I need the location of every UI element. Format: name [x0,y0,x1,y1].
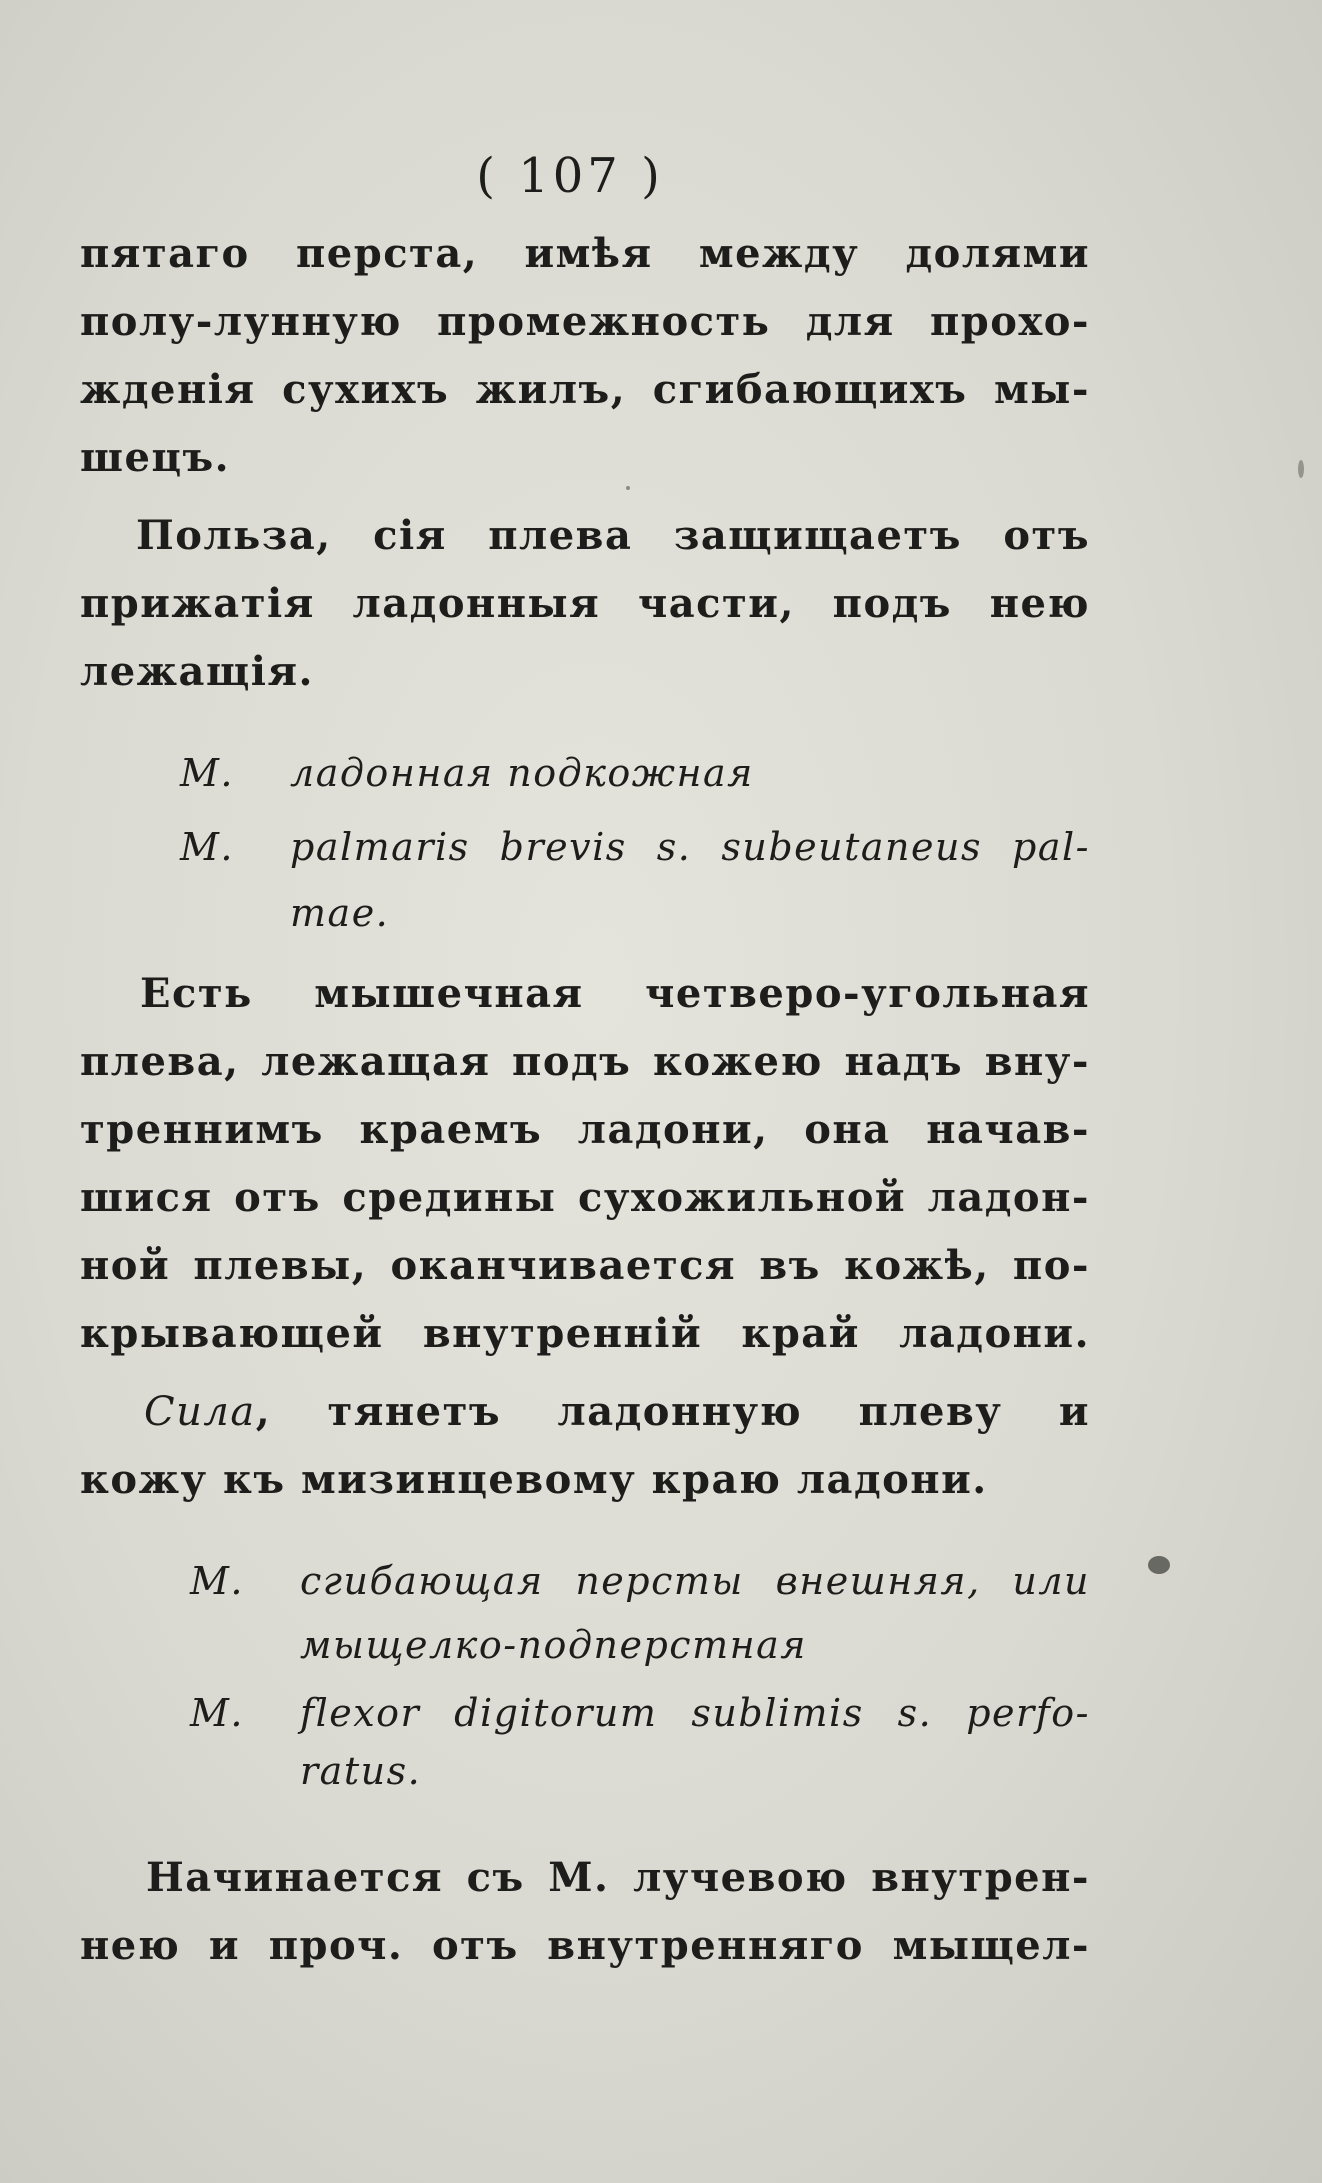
muscle-latin-heading [190,1680,1095,1746]
text-line: ной плевы, оканчивается въ кожѣ, по- [80,1242,1090,1289]
text-line: Есть мышечная четверо-угольная [140,970,1090,1017]
muscle-latin-name: flexor digitorum sublimis s. perfo- [300,1691,1090,1735]
text-line: лежащія. [80,648,314,695]
paragraph-2 [80,502,1090,706]
muscle-prefix: М. [180,825,234,869]
text-line: пятаго перста, имѣя между долями [80,230,1090,277]
muscle-latin-name: palmaris brevis s. subeutaneus pal- [290,825,1090,869]
muscle-russian-name: сгибающая персты внешняя, или [300,1559,1090,1603]
text-fragment: , тянетъ ладонную плеву и [255,1388,1090,1435]
muscle-latin-heading [180,814,1090,880]
text-line: шися отъ средины сухожильной ладон- [80,1174,1090,1221]
page-number: ( 107 ) [476,148,664,204]
muscle-prefix: М. [180,751,234,795]
text-line: полу-лунную промежность для прохо- [80,298,1090,345]
text-line [80,1378,1090,1446]
text-line: Начинается съ М. лучевою внутрен- [146,1854,1090,1901]
text-line: кожу къ мизинцевому краю ладони. [80,1456,988,1503]
text-line: нею и проч. отъ внутренняго мыщел- [80,1922,1090,1969]
text-line: крывающей внутренній край ладони. [80,1310,1090,1357]
text-line: жденія сухихъ жилъ, сгибающихъ мы- [80,366,1090,413]
muscle-russian-heading [180,740,754,806]
paragraph-5 [80,1844,1090,1980]
muscle-latin-name-continued: ratus. [300,1749,422,1793]
muscle-russian-name-continued: мыщелко-подперстная [300,1623,807,1667]
muscle-russian-name: ладонная подкожная [290,751,754,795]
paper-speck [626,486,630,490]
muscle-prefix: М. [190,1559,244,1603]
muscle-prefix: М. [190,1691,244,1735]
section-label-sila: Сила [144,1389,256,1435]
text-line: треннимъ краемъ ладони, она начав- [80,1106,1090,1153]
muscle-russian-heading [190,1548,1095,1614]
paragraph-4 [80,1378,1090,1514]
paper-speck [1298,460,1304,478]
text-line: шецъ. [80,434,231,481]
paper-speck [1148,1556,1170,1574]
text-line: Польза, сія плева защищаетъ отъ [136,512,1090,559]
paragraph-3 [80,960,1090,1368]
text-line: плева, лежащая подъ кожею надъ вну- [80,1038,1090,1085]
paragraph-1 [80,220,1090,492]
muscle-latin-name-continued: mae. [290,891,390,935]
text-line: прижатія ладонныя части, подъ нею [80,580,1090,627]
